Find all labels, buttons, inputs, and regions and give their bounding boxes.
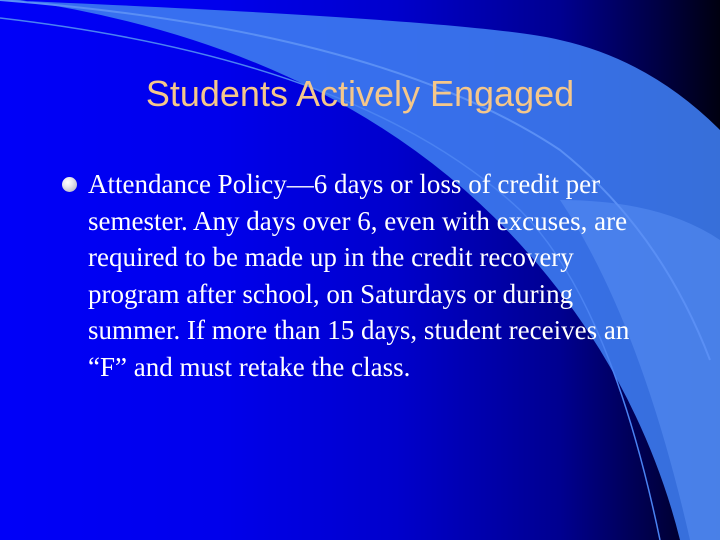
bullet-list [62,166,642,386]
bullet-dot-icon [62,177,77,192]
bullet-text: Attendance Policy—6 days or loss of credit per semester. Any days over 6, even with excuses, are required to be made up in the credit recovery program after school, on Saturdays or during summer. If more than 15 days, student receives an “F” and must retake the class. [88,169,630,382]
bullet-item [62,166,642,386]
slide-title: Students Actively Engaged [145,73,575,114]
